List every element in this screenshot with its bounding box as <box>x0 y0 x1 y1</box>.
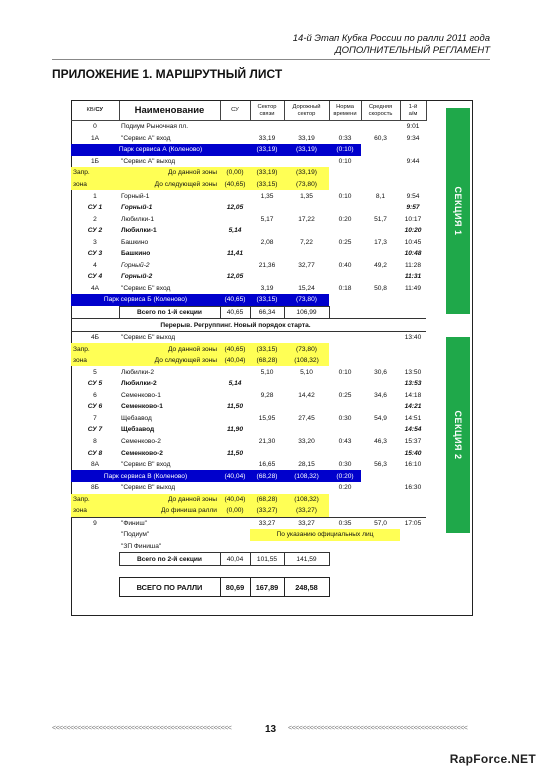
refuel-zone-row: зона До финиша ралли (0,00) (33,27) (33,27) <box>71 505 426 517</box>
section-2-total-row: Всего по 2-й секции 40,04 101,55 141,59 <box>71 553 426 566</box>
rally-total-row: ВСЕГО ПО РАЛЛИ 80,69 167,89 248,58 <box>71 578 426 597</box>
section-2-band <box>446 337 470 533</box>
special-stage-row: СУ 4 Горный-2 12,05 11:31 <box>87 273 422 281</box>
footer-ornament-right: <<<<<<<<<<<<<<<<<<<<<<<<<<<<<<<<<<<<<<<<<<<<<<<<<< <box>288 725 468 732</box>
document-header <box>293 33 490 57</box>
col-first-car: 1-й а/м <box>400 101 426 121</box>
table-row: 6 Семенково-1 9,28 14,42 0:25 34,6 14:18 <box>93 391 422 399</box>
refuel-zone-row: Запр. До данной зоны (0,00) (33,19) (33,19) <box>71 167 426 179</box>
section-1-label: СЕКЦИЯ 1 <box>453 186 463 236</box>
table-row: 8 Семенково-2 21,30 33,20 0:43 46,3 15:37 <box>93 438 422 446</box>
table-row: 1А "Сервис А" вход 33,19 33,19 0:33 60,3 9:34 <box>90 134 420 142</box>
special-stage-row: СУ 8 Семенково-2 11,50 15:40 <box>87 449 422 457</box>
watermark: RapForce.NET <box>449 752 536 766</box>
special-stage-row: СУ 2 Любилки-1 5,14 10:20 <box>87 227 422 235</box>
special-stage-row: СУ 1 Горный-1 12,05 9:57 <box>87 204 420 212</box>
section-2-label: СЕКЦИЯ 2 <box>453 410 463 460</box>
regroup-row: Перерыв. Регруппинг. Новый порядок старта. <box>71 319 426 332</box>
table-header <box>71 101 426 121</box>
col-kv: КВ/СУ <box>71 101 119 121</box>
table-row: 1Б "Сервис А" выход 0:10 9:44 <box>91 157 420 165</box>
table-row: 8А "Сервис В" вход 16,65 28,15 0:30 56,3 16:10 <box>90 461 422 469</box>
header-line-2: ДОПОЛНИТЕЛЬНЫЙ РЕГЛАМЕНТ <box>334 45 490 56</box>
table-row: 3 Башкино 2,08 7,22 0:25 17,3 10:45 <box>93 238 422 246</box>
section-1-total-row: Всего по 1-й секции 40,65 66,34 106,99 <box>71 306 426 319</box>
podium-row: "Подиум" По указанию официальных лиц <box>71 529 426 541</box>
service-park-row: Парк сервиса Б (Коленово) (40,65) (33,15) (73,80) <box>71 294 426 306</box>
table-row: 4 Горный-2 21,36 32,77 0:40 49,2 11:28 <box>93 261 421 269</box>
table-row: 1 Горный-1 1,35 1,35 0:10 8,1 9:54 <box>93 192 420 200</box>
header-divider <box>52 59 490 60</box>
col-su: СУ <box>220 101 250 121</box>
section-1-band <box>446 108 470 314</box>
service-park-row: Парк сервиса В (Коленово) (40,04) (68,28) (108,32) (0:20) <box>71 470 426 482</box>
footer-ornament-left: <<<<<<<<<<<<<<<<<<<<<<<<<<<<<<<<<<<<<<<<<<<<<<<<<< <box>52 725 232 732</box>
table-row: 4А "Сервис Б" вход 3,19 15,24 0:18 50,8 11:49 <box>90 284 421 292</box>
refuel-zone-row: Запр. До данной зоны (40,04) (68,28) (108,32) <box>71 494 426 506</box>
refuel-zone-row: Запр. До данной зоны (40,65) (33,15) (73,80) <box>71 343 426 355</box>
col-link-sector: Сектор связи <box>250 101 284 121</box>
service-park-row: Парк сервиса А (Коленово) (33,19) (33,19) (0:10) <box>71 144 426 156</box>
parc-ferme-row: "ЗП Финиша" <box>121 542 162 550</box>
header-line-1: 14-й Этап Кубка России по ралли 2011 года <box>292 33 490 44</box>
col-norm: Норма времени <box>329 101 361 121</box>
table-row: 5 Любилки-2 5,10 5,10 0:10 30,6 13:50 <box>93 368 422 376</box>
table-row: 0 Подиум Рыночная пл. 9:01 <box>93 123 420 131</box>
page-number: 13 <box>265 724 277 735</box>
special-stage-row: СУ 6 Семенково-1 11,50 14:21 <box>87 403 422 411</box>
route-table <box>71 101 427 597</box>
col-speed: Средняя скорость <box>361 101 400 121</box>
table-row: 4Б "Сервис Б" выход 13:40 <box>71 331 426 343</box>
col-name: Наименование <box>119 101 220 121</box>
special-stage-row: СУ 5 Любилки-2 5,14 13:53 <box>87 380 422 388</box>
page-title: ПРИЛОЖЕНИЕ 1. МАРШРУТНЫЙ ЛИСТ <box>52 67 283 81</box>
refuel-zone-row: зона До следующей зоны (40,65) (33,15) (73,80) <box>71 179 426 191</box>
col-road-sector: Дорожный сектор <box>284 101 329 121</box>
finish-row: 9 "Финиш" 33,27 33,27 0:35 57,0 17:05 <box>71 517 426 529</box>
special-stage-row: СУ 3 Башкино 11,41 10:48 <box>87 250 422 258</box>
table-row: 8Б "Сервис В" выход 0:20 16:30 <box>91 484 422 492</box>
special-stage-row: СУ 7 Щебзавод 11,90 14:54 <box>87 426 422 434</box>
table-row: 2 Любилки-1 5,17 17,22 0:20 51,7 10:17 <box>93 215 422 223</box>
refuel-zone-row: зона До следующей зоны (40,04) (68,28) (108,32) <box>71 355 426 367</box>
table-row: 7 Щебзавод 15,95 27,45 0:30 54,9 14:51 <box>93 414 422 422</box>
